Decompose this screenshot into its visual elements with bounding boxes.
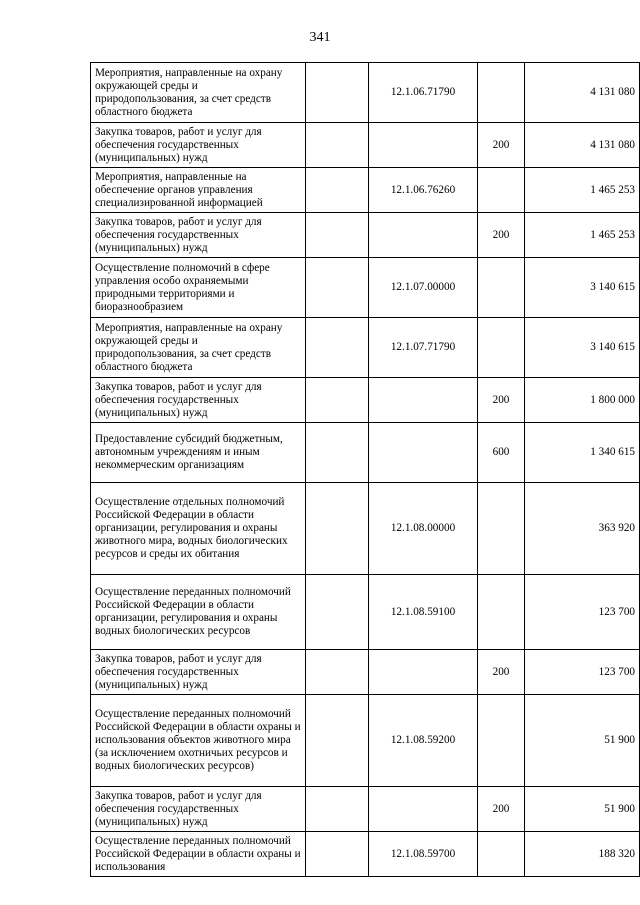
row-expense-type-cell: 200: [478, 787, 525, 832]
row-amount-cell: 51 900: [525, 787, 640, 832]
row-amount-cell: 3 140 615: [525, 258, 640, 318]
row-name-cell: Закупка товаров, работ и услуг для обеспечения государственных (муниципальных) нужд: [91, 650, 306, 695]
row-blank-cell: [306, 483, 369, 575]
row-name-cell: Закупка товаров, работ и услуг для обеспечения государственных (муниципальных) нужд: [91, 378, 306, 423]
row-name-cell: Мероприятия, направленные на обеспечение органов управления специализированной информацией: [91, 168, 306, 213]
row-expense-type-cell: [478, 575, 525, 650]
row-expense-type-cell: [478, 318, 525, 378]
table-row: [91, 63, 640, 123]
table-row: [91, 213, 640, 258]
row-code-cell: [369, 378, 478, 423]
row-amount-cell: 3 140 615: [525, 318, 640, 378]
table-row: [91, 483, 640, 575]
table-row: [91, 318, 640, 378]
row-amount-cell: 4 131 080: [525, 123, 640, 168]
row-amount-cell: 4 131 080: [525, 63, 640, 123]
table-row: [91, 168, 640, 213]
row-code-cell: 12.1.07.00000: [369, 258, 478, 318]
row-expense-type-cell: 200: [478, 213, 525, 258]
row-expense-type-cell: [478, 63, 525, 123]
row-name-cell: Мероприятия, направленные на охрану окружающей среды и природопользования, за счет средств областного бюджета: [91, 63, 306, 123]
row-amount-cell: 1 340 615: [525, 423, 640, 483]
table-row: [91, 695, 640, 787]
row-blank-cell: [306, 63, 369, 123]
table-row: [91, 832, 640, 877]
row-blank-cell: [306, 213, 369, 258]
row-expense-type-cell: 600: [478, 423, 525, 483]
row-name-cell: Осуществление переданных полномочий Российской Федерации в области охраны и использования: [91, 832, 306, 877]
row-blank-cell: [306, 318, 369, 378]
row-code-cell: [369, 787, 478, 832]
row-amount-cell: 123 700: [525, 650, 640, 695]
row-blank-cell: [306, 575, 369, 650]
row-blank-cell: [306, 423, 369, 483]
row-amount-cell: 123 700: [525, 575, 640, 650]
row-name-cell: Предоставление субсидий бюджетным, автономным учреждениям и иным некоммерческим организациям: [91, 423, 306, 483]
row-expense-type-cell: [478, 483, 525, 575]
row-blank-cell: [306, 258, 369, 318]
row-code-cell: 12.1.08.59700: [369, 832, 478, 877]
row-name-cell: Закупка товаров, работ и услуг для обеспечения государственных (муниципальных) нужд: [91, 213, 306, 258]
row-code-cell: [369, 123, 478, 168]
row-name-cell: Мероприятия, направленные на охрану окружающей среды и природопользования, за счет средств областного бюджета: [91, 318, 306, 378]
row-amount-cell: 1 800 000: [525, 378, 640, 423]
row-name-cell: Закупка товаров, работ и услуг для обеспечения государственных (муниципальных) нужд: [91, 123, 306, 168]
row-expense-type-cell: 200: [478, 378, 525, 423]
row-code-cell: 12.1.08.59100: [369, 575, 478, 650]
row-code-cell: 12.1.08.59200: [369, 695, 478, 787]
row-expense-type-cell: [478, 832, 525, 877]
row-code-cell: 12.1.07.71790: [369, 318, 478, 378]
table-row: [91, 258, 640, 318]
row-amount-cell: 363 920: [525, 483, 640, 575]
row-amount-cell: 1 465 253: [525, 213, 640, 258]
table-row: [91, 378, 640, 423]
row-code-cell: 12.1.06.71790: [369, 63, 478, 123]
table-row: [91, 423, 640, 483]
row-amount-cell: 1 465 253: [525, 168, 640, 213]
row-blank-cell: [306, 832, 369, 877]
table-row: [91, 123, 640, 168]
row-blank-cell: [306, 787, 369, 832]
row-name-cell: Осуществление переданных полномочий Российской Федерации в области охраны и использования объектов животного мира (за исключением охотничьих ресурсов и водных биологических ресурсов): [91, 695, 306, 787]
row-blank-cell: [306, 695, 369, 787]
row-code-cell: [369, 423, 478, 483]
row-code-cell: [369, 650, 478, 695]
row-blank-cell: [306, 123, 369, 168]
row-blank-cell: [306, 168, 369, 213]
row-blank-cell: [306, 378, 369, 423]
page-number: 341: [309, 30, 331, 45]
row-expense-type-cell: [478, 695, 525, 787]
row-code-cell: [369, 213, 478, 258]
budget-table: [90, 62, 640, 877]
table-row: [91, 650, 640, 695]
row-expense-type-cell: [478, 168, 525, 213]
row-name-cell: Закупка товаров, работ и услуг для обеспечения государственных (муниципальных) нужд: [91, 787, 306, 832]
row-expense-type-cell: 200: [478, 123, 525, 168]
table-row: [91, 575, 640, 650]
row-name-cell: Осуществление полномочий в сфере управления особо охраняемыми природными территориями и биоразнообразием: [91, 258, 306, 318]
row-code-cell: 12.1.08.00000: [369, 483, 478, 575]
row-code-cell: 12.1.06.76260: [369, 168, 478, 213]
row-amount-cell: 188 320: [525, 832, 640, 877]
row-name-cell: Осуществление отдельных полномочий Российской Федерации в области организации, регулирования и охраны животного мира, водных биологических ресурсов и среды их обитания: [91, 483, 306, 575]
row-amount-cell: 51 900: [525, 695, 640, 787]
table-row: [91, 787, 640, 832]
row-expense-type-cell: 200: [478, 650, 525, 695]
row-expense-type-cell: [478, 258, 525, 318]
row-blank-cell: [306, 650, 369, 695]
row-name-cell: Осуществление переданных полномочий Российской Федерации в области организации, регулирования и охраны водных биологических ресурсов: [91, 575, 306, 650]
